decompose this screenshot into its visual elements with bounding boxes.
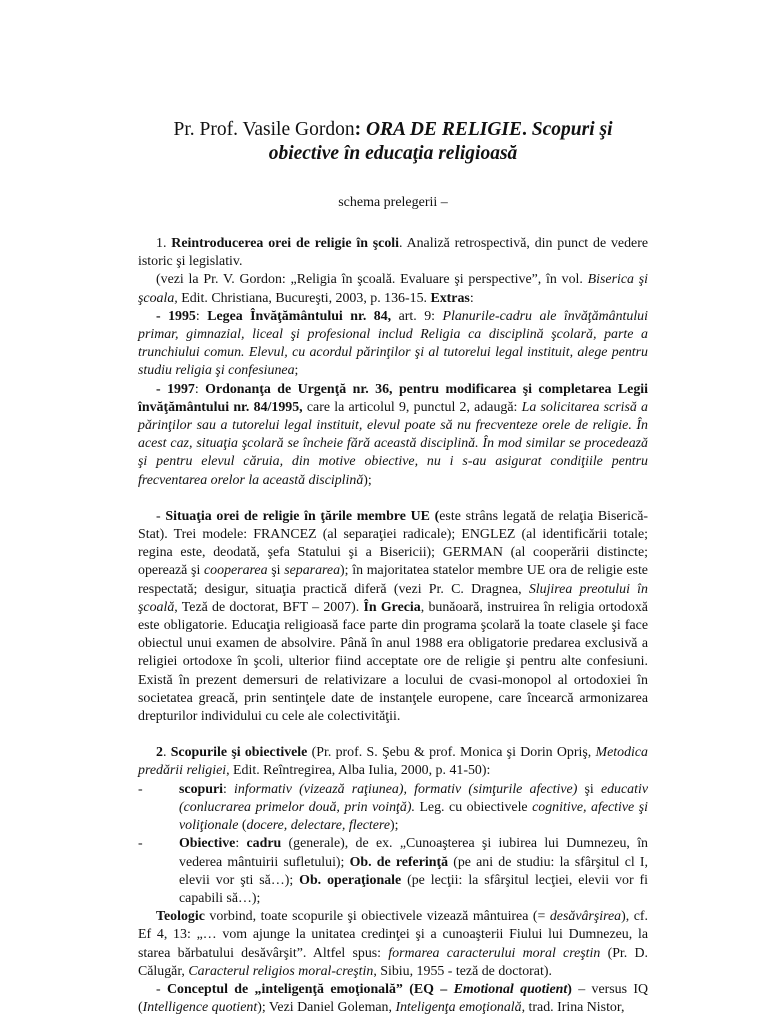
teo-text-c: (Pr. D. Călugăr, (138, 945, 648, 979)
dash: - (156, 508, 166, 524)
extras-label: Extras (430, 290, 470, 306)
item-text-c: (pe lecţii: la sfârşitul lecţiei, elevii vor fi capabili să…); (179, 872, 648, 906)
schema-label: schema prelegerii – (338, 195, 448, 210)
section-heading-text: Reintroducerea orei de religie în şcoli (171, 236, 400, 251)
eq-heading: Conceptul de „inteligenţă emoţională” (EQ – (166, 981, 454, 997)
eu-text-d: , bunăoară, instruirea în religia ortodoxă este obligatorie. Educaţia religioasă face parte din programa şcolară la toate clasele şi face obiectul unui examen de absolvire. Până în anul 1988 era obligatorie predarea exclusivă a religiei ortodoxe în şcoli, ulterior fiind acceptate ore de religie şi pentru alte confesiuni. Există în prezent demersuri de relativizare a locului de cvasi-monopol al ortodoxiei în societatea greacă, prin sentinţele date de instanţele europene, care încearcă armonizarea drepturilor individului cu cele ale colectivităţii. (138, 599, 648, 725)
s2-ref-b: , Edit. Reîntregirea, Alba Iulia, 2000, p. 41-50): (226, 763, 491, 779)
theological-paragraph (138, 908, 648, 981)
title-main: ORA DE RELIGIE (365, 119, 523, 140)
dash: - (156, 308, 169, 324)
eu-and: şi (267, 563, 285, 579)
law-article: art. 9: (391, 308, 443, 324)
law-1997 (138, 381, 648, 490)
eu-separation: separarea (284, 563, 341, 579)
eq-text-a: – versus IQ ( (138, 981, 649, 1016)
title-dot: . (522, 119, 532, 140)
law-sep: : (195, 308, 208, 324)
document-body (138, 235, 648, 1017)
section-heading-text: Scopurile şi obiectivele (170, 745, 308, 761)
law-sep: : (194, 381, 206, 397)
law-quote: La solicitarea scrisă a părinţilor sau a tutorelui legal instituit, elevul poate să nu frecventeze orele de religie. În acest caz, situaţia şcolară se încheie fără această disciplină. În mod similar se procedează şi pentru elevul căruia, din motive obiective, nu i s-au asigurat condiţiile pentru frecventarea orelor la această disciplină (138, 399, 649, 488)
law-mid: care la articolul 9, punctul 2, adaugă: (302, 399, 522, 415)
teo-text-a: vorbind, toate scopurile şi obiectivele vizează mântuirea (= (204, 909, 550, 925)
section-2-heading: 2. Scopurile şi obiectivele (Pr. prof. S. Şebu & prof. Monica şi Dorin Opriş, Metodica predării religiei, Edit. Reîntregirea, Alba Iulia, 2000, p. 41-50): (138, 745, 648, 779)
emotional-intelligence-paragraph (138, 981, 648, 1017)
teo-book-title: Caracterul religios moral-creştin (188, 963, 374, 979)
section-1-heading: 1. Reintroducerea orei de religie în şcoli. Analiză retrospectivă, din punct de vedere istoric şi legislativ. (138, 236, 648, 270)
spacer (138, 726, 648, 744)
item-ref-objectives: Ob. de referinţă (349, 854, 449, 870)
eu-text-b: ); în majoritatea statelor membre UE ora de religie este respectată; desigur, situaţia practică diferă (vezi Pr. C. Dragnea, (138, 563, 648, 597)
item-latin: docere, delectare, flectere (246, 818, 390, 834)
law-name: Ordonanţa de Urgenţă nr. 36, pentru modificarea şi completarea Legii învăţământului nr. 84/1995, (138, 381, 648, 415)
law-year: 1997 (167, 381, 195, 397)
item-paren: ( (238, 818, 247, 834)
eu-situation-paragraph (138, 508, 648, 726)
item-and: şi (577, 781, 601, 797)
teo-text-d: , Sibiu, 1955 - teză de doctorat). (373, 963, 552, 979)
section-1-reference (138, 271, 648, 307)
ref-text: (vezi la Pr. V. Gordon: „Religia în şcoală. Evaluare şi perspective”, în vol. (156, 272, 588, 288)
teo-formation: formarea caracterului moral creştin (388, 945, 601, 961)
item-cadru: cadru (246, 836, 282, 852)
item-end: ); (390, 818, 399, 834)
teo-text-b: ), cf. Ef 4, 13: „… vom ajunge la unitatea credinţei şi a cunoaşterii Fiului lui Dumnezeu, la starea bărbatului desăvârşit”. Altfel spus: (138, 909, 648, 961)
item-informative: informativ (vizează raţiunea), formativ (simţurile afective) (234, 781, 578, 797)
section-number: 1 (156, 236, 163, 251)
dash: - (156, 381, 168, 397)
item-educative: educativ (conlucrarea primelor două, prin voinţă). (179, 781, 648, 815)
eu-text-a: este strâns legată de relaţia Biserică-Stat). Trei modele: FRANCEZ (al separaţiei radicale); ENGLEZ (al identificării totale; regina este, deodată, şefa Statului şi a Bisericii); GERMAN (al cooperării distincte; operează şi (138, 508, 648, 579)
eq-close: ) (567, 981, 572, 997)
section-intro-text: . Analiză retrospectivă, din punct de vedere istoric şi legislativ. (138, 236, 648, 270)
law-quote: Planurile-cadru ale învăţământului primar, gimnazial, liceal şi profesional includ Religia ca disciplină şcolară, parte a trunchiului comun. Elevul, cu acordul părinţilor şi al tutorelui legal instituit, alege pentru studiu religia şi confesiunea (138, 308, 648, 379)
law-year: 1995 (168, 308, 196, 324)
title-sep: : (354, 119, 366, 140)
item-colon: : (235, 836, 247, 852)
law-1995 (138, 308, 648, 381)
teo-perfection: desăvârşirea (549, 909, 622, 925)
list-item-obiective (179, 835, 648, 908)
item-heading: Obiective (179, 836, 236, 852)
document-title (138, 118, 648, 166)
ref-volume: Biserica şi şcoala, (138, 272, 649, 306)
dash: - (156, 981, 167, 997)
author-name: Pr. Prof. Vasile Gordon (173, 119, 355, 140)
s2-ref-book: Metodica predării religiei (138, 745, 648, 779)
eq-term: Emotional quotient (453, 981, 568, 997)
law-end: ; (294, 363, 299, 379)
eu-greece: În Grecia (363, 599, 421, 615)
title-subtitle: Scopuri şi obiective în educaţia religioasă (268, 119, 613, 164)
eq-text-c: , trad. Irina Nistor, (521, 1000, 625, 1016)
law-end: ); (363, 472, 372, 488)
item-text-a: (generale), de ex. „Cunoaşterea şi iubirea lui Dumnezeu, în vederea mântuirii sufletului); (179, 836, 648, 870)
item-heading: scopuri (179, 781, 223, 797)
item-text-c: Leg. cu obiectivele (414, 799, 533, 815)
item-op-objectives: Ob. operaţionale (299, 872, 402, 888)
item-text-b: (pe ani de studiu: la sfârşitul cl I, elevii vor şti să…); (179, 854, 648, 888)
eu-cooperation: cooperarea (204, 563, 268, 579)
s2-ref-a: (Pr. prof. S. Şebu & prof. Monica şi Dorin Opriş, (307, 745, 596, 761)
item-objectives: cognitive, afective şi voliţionale (179, 799, 648, 834)
spacer (138, 490, 648, 508)
eq-book-title: Inteligenţa emoţională (395, 1000, 522, 1016)
eu-book-title: Slujirea preotului în şcoală (138, 581, 648, 615)
teo-heading: Teologic (156, 909, 205, 925)
list-item-scopuri (179, 781, 648, 836)
eq-text-b: ); Vezi Daniel Goleman, (257, 1000, 396, 1016)
eu-text-c: , Teză de doctorat, BFT – 2007). (174, 599, 364, 615)
objectives-list (138, 781, 648, 908)
ref-text-2: Edit. Christiana, Bucureşti, 2003, p. 136-15. (177, 290, 431, 306)
extras-colon: : (469, 290, 474, 306)
eu-heading: Situaţia orei de religie în ţările membre UE ( (165, 508, 440, 524)
section-number: 2 (156, 745, 163, 761)
eq-iq-term: Intelligence quotient (142, 1000, 258, 1016)
item-text: : (223, 781, 235, 797)
law-name: Legea Învăţământului nr. 84, (207, 308, 392, 324)
